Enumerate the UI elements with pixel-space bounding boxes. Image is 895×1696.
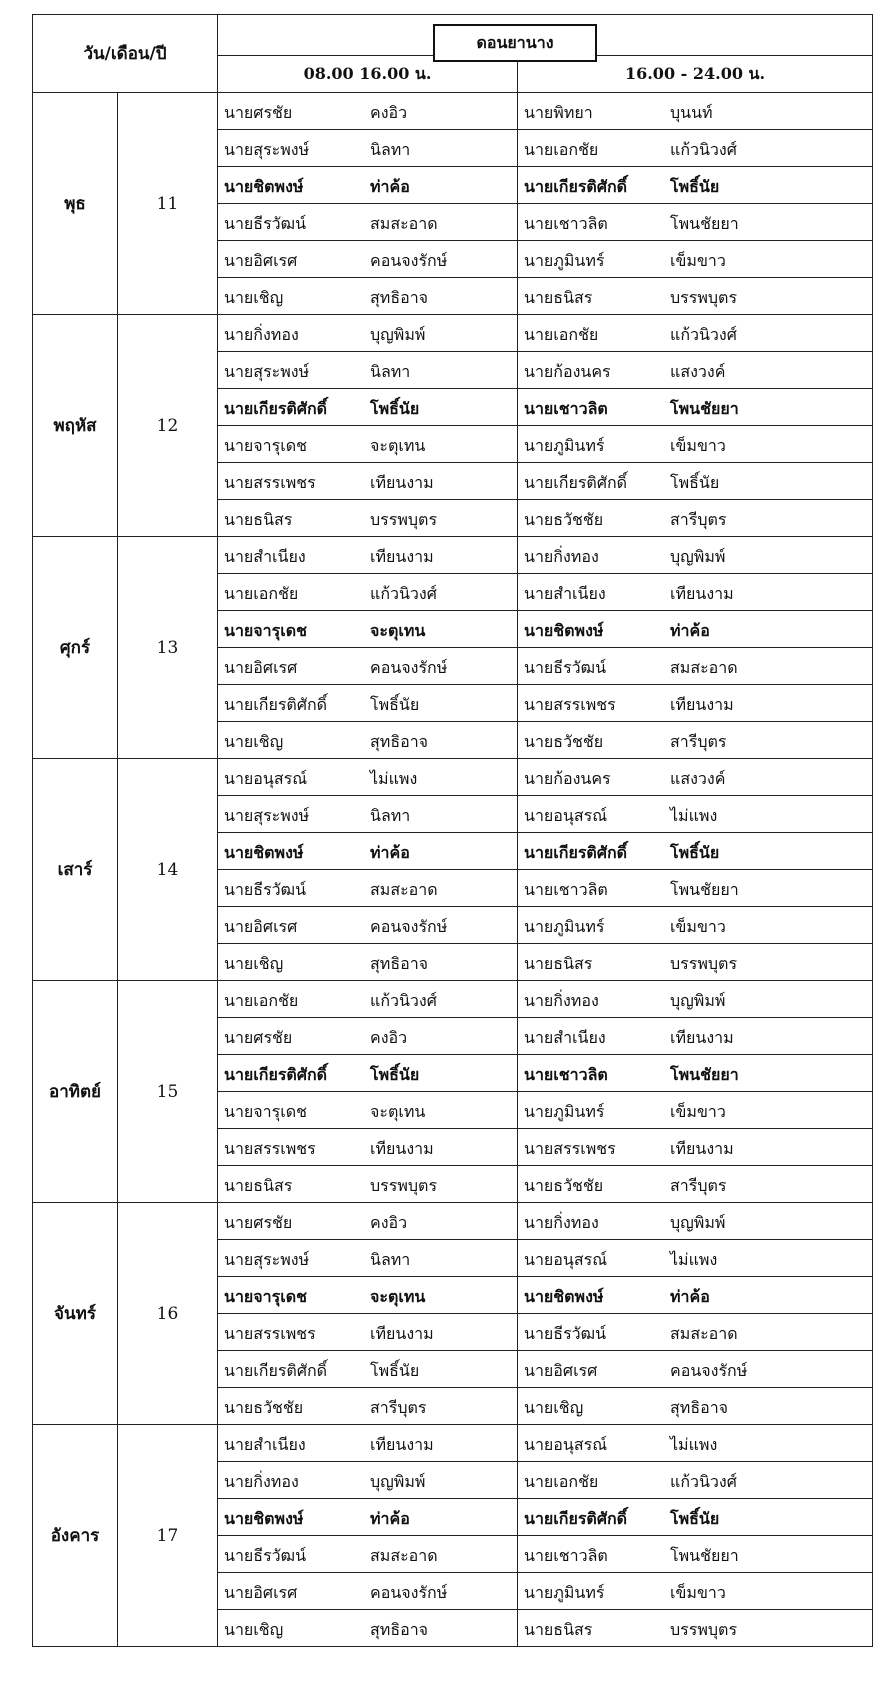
first-name: นายธีรวัฒน์ (224, 214, 307, 233)
first-name: นายเกียรติศักดิ์ (524, 177, 628, 196)
date-number-cell: 16 (118, 1203, 218, 1425)
morning-shift-name-cell (218, 1314, 518, 1351)
first-name: นายธวัชชัย (524, 510, 604, 529)
last-name: นิลทา (370, 140, 411, 159)
first-name: นายธีรวัฒน์ (524, 1324, 607, 1343)
last-name: ท่าค้อ (670, 621, 710, 640)
last-name: สมสะอาด (370, 1546, 438, 1565)
last-name: เทียนงาม (370, 547, 434, 566)
date-number-cell: 14 (118, 759, 218, 981)
first-name: นายสรรเพชร (224, 473, 316, 492)
first-name: นายจารุเดช (224, 1287, 307, 1306)
last-name: นิลทา (370, 806, 411, 825)
last-name: บุนนท์ (670, 103, 713, 122)
first-name: นายเอกชัย (524, 140, 599, 159)
first-name: นายธนิสร (224, 1176, 293, 1195)
table-row (33, 759, 873, 796)
evening-shift-name-cell (518, 759, 873, 796)
first-name: นายสำเนียง (524, 1028, 606, 1047)
first-name: นายธีรวัฒน์ (224, 880, 307, 899)
table-row (33, 537, 873, 574)
last-name: ท่าค้อ (670, 1287, 710, 1306)
last-name: สุทธิอาจ (370, 732, 429, 751)
morning-shift-name-cell (218, 833, 518, 870)
evening-shift-name-cell (518, 1462, 873, 1499)
last-name: สุทธิอาจ (370, 1620, 429, 1639)
morning-shift-name-cell (218, 1573, 518, 1610)
last-name: คงอิว (370, 1213, 408, 1232)
first-name: นายเอกชัย (224, 584, 299, 603)
last-name: สารีบุตร (370, 1398, 427, 1417)
first-name: นายสำเนียง (224, 1435, 306, 1454)
evening-shift-name-cell (518, 537, 873, 574)
first-name: นายอนุสรณ์ (224, 769, 308, 788)
last-name: คงอิว (370, 103, 408, 122)
evening-shift-name-cell (518, 796, 873, 833)
last-name: บุญพิมพ์ (370, 1472, 426, 1491)
last-name: เทียนงาม (370, 1324, 434, 1343)
morning-shift-name-cell (218, 500, 518, 537)
last-name: เทียนงาม (670, 1139, 734, 1158)
morning-shift-name-cell (218, 241, 518, 278)
first-name: นายสุระพงษ์ (224, 806, 310, 825)
evening-shift-name-cell (518, 1314, 873, 1351)
first-name: นายชิตพงษ์ (224, 843, 304, 862)
morning-shift-name-cell (218, 907, 518, 944)
last-name: เข็มขาว (670, 1583, 726, 1602)
morning-shift-name-cell (218, 1610, 518, 1647)
morning-shift-name-cell (218, 759, 518, 796)
first-name: นายเชาวลิต (524, 1546, 608, 1565)
first-name: นายศรชัย (224, 103, 293, 122)
last-name: ไม่แพง (670, 1435, 718, 1454)
first-name: นายสุระพงษ์ (224, 362, 310, 381)
morning-shift-name-cell (218, 1351, 518, 1388)
morning-shift-name-cell (218, 167, 518, 204)
day-name-cell: จันทร์ (33, 1203, 118, 1425)
last-name: จะตุเทน (370, 1102, 426, 1121)
first-name: นายศรชัย (224, 1213, 293, 1232)
first-name: นายก้องนคร (524, 362, 611, 381)
evening-shift-header: 16.00 - 24.00 น. (518, 56, 873, 93)
last-name: บรรพบุตร (670, 954, 738, 973)
first-name: นายธีรวัฒน์ (524, 658, 607, 677)
last-name: บุญพิมพ์ (370, 325, 426, 344)
morning-shift-name-cell (218, 722, 518, 759)
last-name: บรรพบุตร (670, 288, 738, 307)
first-name: นายสำเนียง (524, 584, 606, 603)
last-name: สุทธิอาจ (370, 288, 429, 307)
first-name: นายก้องนคร (524, 769, 611, 788)
table-row (33, 93, 873, 130)
day-name-cell: พฤหัส (33, 315, 118, 537)
morning-shift-name-cell (218, 1425, 518, 1462)
evening-shift-name-cell (518, 1351, 873, 1388)
last-name: เข็มขาว (670, 436, 726, 455)
morning-shift-name-cell (218, 870, 518, 907)
first-name: นายอิศเรศ (224, 1583, 298, 1602)
morning-shift-name-cell (218, 463, 518, 500)
last-name: สารีบุตร (670, 1176, 727, 1195)
evening-shift-name-cell (518, 93, 873, 130)
last-name: นิลทา (370, 1250, 411, 1269)
evening-shift-name-cell (518, 722, 873, 759)
first-name: นายอิศเรศ (224, 658, 298, 677)
evening-shift-name-cell (518, 204, 873, 241)
last-name: คอนจงรักษ์ (370, 1583, 448, 1602)
last-name: โพนชัยยา (670, 214, 739, 233)
first-name: นายเอกชัย (224, 991, 299, 1010)
first-name: นายภูมินทร์ (524, 436, 605, 455)
first-name: นายอิศเรศ (224, 917, 298, 936)
evening-shift-name-cell (518, 1203, 873, 1240)
first-name: นายเชิญ (524, 1398, 584, 1417)
last-name: สมสะอาด (670, 1324, 738, 1343)
last-name: แก้วนิวงศ์ (670, 140, 737, 159)
evening-shift-name-cell (518, 352, 873, 389)
evening-shift-name-cell (518, 500, 873, 537)
first-name: นายภูมินทร์ (524, 1583, 605, 1602)
first-name: นายภูมินทร์ (524, 1102, 605, 1121)
morning-shift-name-cell (218, 537, 518, 574)
first-name: นายสุระพงษ์ (224, 1250, 310, 1269)
last-name: โพธิ์นัย (670, 843, 720, 862)
date-number-cell: 12 (118, 315, 218, 537)
morning-shift-name-cell (218, 1388, 518, 1425)
first-name: นายภูมินทร์ (524, 917, 605, 936)
first-name: นายเอกชัย (524, 325, 599, 344)
first-name: นายธนิสร (524, 954, 593, 973)
schedule-body (33, 15, 873, 1647)
first-name: นายอิศเรศ (224, 251, 298, 270)
date-number-cell: 15 (118, 981, 218, 1203)
last-name: โพธิ์นัย (370, 399, 420, 418)
duty-schedule-table (32, 14, 873, 1647)
evening-shift-name-cell (518, 1166, 873, 1203)
first-name: นายกิ่งทอง (224, 1472, 299, 1491)
evening-shift-name-cell (518, 1388, 873, 1425)
first-name: นายสรรเพชร (224, 1139, 316, 1158)
last-name: บรรพบุตร (370, 510, 438, 529)
morning-shift-name-cell (218, 1240, 518, 1277)
evening-shift-name-cell (518, 981, 873, 1018)
evening-shift-name-cell (518, 1018, 873, 1055)
evening-shift-name-cell (518, 241, 873, 278)
last-name: สุทธิอาจ (670, 1398, 729, 1417)
last-name: โพนชัยยา (670, 1065, 739, 1084)
morning-shift-name-cell (218, 426, 518, 463)
last-name: โพนชัยยา (670, 880, 739, 899)
last-name: ท่าค้อ (370, 177, 410, 196)
table-row (33, 1425, 873, 1462)
evening-shift-name-cell (518, 907, 873, 944)
evening-shift-name-cell (518, 278, 873, 315)
date-number-cell: 11 (118, 93, 218, 315)
date-number-cell: 13 (118, 537, 218, 759)
last-name: แก้วนิวงศ์ (370, 584, 437, 603)
first-name: นายชิตพงษ์ (224, 1509, 304, 1528)
last-name: โพธิ์นัย (370, 1065, 420, 1084)
location-header-cell (218, 15, 873, 56)
first-name: นายอนุสรณ์ (524, 1250, 608, 1269)
last-name: คงอิว (370, 1028, 408, 1047)
morning-shift-name-cell (218, 204, 518, 241)
first-name: นายเอกชัย (524, 1472, 599, 1491)
evening-shift-name-cell (518, 426, 873, 463)
evening-shift-name-cell (518, 167, 873, 204)
evening-shift-name-cell (518, 1499, 873, 1536)
first-name: นายเกียรติศักดิ์ (224, 399, 328, 418)
evening-shift-name-cell (518, 1610, 873, 1647)
first-name: นายธวัชชัย (524, 732, 604, 751)
first-name: นายชิตพงษ์ (524, 1287, 604, 1306)
last-name: แสงวงค์ (670, 769, 726, 788)
table-row (33, 981, 873, 1018)
last-name: เข็มขาว (670, 917, 726, 936)
last-name: คอนจงรักษ์ (670, 1361, 748, 1380)
day-name-cell: อาทิตย์ (33, 981, 118, 1203)
first-name: นายชิตพงษ์ (524, 621, 604, 640)
last-name: เทียนงาม (370, 1435, 434, 1454)
last-name: จะตุเทน (370, 1287, 426, 1306)
evening-shift-name-cell (518, 1092, 873, 1129)
last-name: แก้วนิวงศ์ (670, 325, 737, 344)
last-name: เทียนงาม (670, 584, 734, 603)
last-name: บรรพบุตร (370, 1176, 438, 1195)
first-name: นายสุระพงษ์ (224, 140, 310, 159)
morning-shift-name-cell (218, 574, 518, 611)
evening-shift-name-cell (518, 315, 873, 352)
last-name: สมสะอาด (370, 880, 438, 899)
last-name: สมสะอาด (370, 214, 438, 233)
first-name: นายจารุเดช (224, 1102, 307, 1121)
first-name: นายธีรวัฒน์ (224, 1546, 307, 1565)
morning-shift-name-cell (218, 981, 518, 1018)
first-name: นายเชาวลิต (524, 1065, 608, 1084)
first-name: นายศรชัย (224, 1028, 293, 1047)
morning-shift-name-cell (218, 1499, 518, 1536)
first-name: นายเกียรติศักดิ์ (224, 695, 328, 714)
last-name: โพธิ์นัย (670, 177, 720, 196)
day-name-cell: อังคาร (33, 1425, 118, 1647)
morning-shift-header: 08.00 16.00 น. (218, 56, 518, 93)
last-name: ไม่แพง (670, 1250, 718, 1269)
evening-shift-name-cell (518, 611, 873, 648)
last-name: เทียนงาม (370, 473, 434, 492)
first-name: นายพิทยา (524, 103, 593, 122)
first-name: นายเกียรติศักดิ์ (224, 1361, 328, 1380)
evening-shift-name-cell (518, 833, 873, 870)
morning-shift-name-cell (218, 944, 518, 981)
last-name: บรรพบุตร (670, 1620, 738, 1639)
last-name: โพนชัยยา (670, 1546, 739, 1565)
last-name: เข็มขาว (670, 251, 726, 270)
last-name: เทียนงาม (670, 695, 734, 714)
morning-shift-name-cell (218, 1462, 518, 1499)
first-name: นายอิศเรศ (524, 1361, 598, 1380)
last-name: โพธิ์นัย (670, 473, 720, 492)
first-name: นายเชิญ (224, 1620, 284, 1639)
date-column-header: วัน/เดือน/ปี (33, 15, 218, 93)
first-name: นายสำเนียง (224, 547, 306, 566)
morning-shift-name-cell (218, 352, 518, 389)
last-name: สุทธิอาจ (370, 954, 429, 973)
first-name: นายธนิสร (524, 1620, 593, 1639)
last-name: ท่าค้อ (370, 1509, 410, 1528)
last-name: บุญพิมพ์ (670, 991, 726, 1010)
last-name: จะตุเทน (370, 436, 426, 455)
last-name: คอนจงรักษ์ (370, 658, 448, 677)
first-name: นายเกียรติศักดิ์ (524, 843, 628, 862)
last-name: โพธิ์นัย (370, 1361, 420, 1380)
morning-shift-name-cell (218, 278, 518, 315)
last-name: ไม่แพง (670, 806, 718, 825)
first-name: นายเกียรติศักดิ์ (524, 1509, 628, 1528)
table-row (33, 315, 873, 352)
first-name: นายสรรเพชร (224, 1324, 316, 1343)
evening-shift-name-cell (518, 1129, 873, 1166)
evening-shift-name-cell (518, 648, 873, 685)
evening-shift-name-cell (518, 944, 873, 981)
evening-shift-name-cell (518, 130, 873, 167)
last-name: ท่าค้อ (370, 843, 410, 862)
first-name: นายเชาวลิต (524, 399, 608, 418)
evening-shift-name-cell (518, 1536, 873, 1573)
evening-shift-name-cell (518, 1573, 873, 1610)
morning-shift-name-cell (218, 1129, 518, 1166)
first-name: นายสรรเพชร (524, 1139, 616, 1158)
evening-shift-name-cell (518, 574, 873, 611)
first-name: นายเชิญ (224, 954, 284, 973)
morning-shift-name-cell (218, 315, 518, 352)
last-name: ไม่แพง (370, 769, 418, 788)
evening-shift-name-cell (518, 1425, 873, 1462)
evening-shift-name-cell (518, 870, 873, 907)
evening-shift-name-cell (518, 685, 873, 722)
morning-shift-name-cell (218, 796, 518, 833)
first-name: นายกิ่งทอง (524, 547, 599, 566)
last-name: เทียนงาม (670, 1028, 734, 1047)
morning-shift-name-cell (218, 1536, 518, 1573)
date-number-cell: 17 (118, 1425, 218, 1647)
first-name: นายจารุเดช (224, 436, 307, 455)
last-name: โพธิ์นัย (670, 1509, 720, 1528)
first-name: นายกิ่งทอง (524, 1213, 599, 1232)
last-name: โพธิ์นัย (370, 695, 420, 714)
last-name: เข็มขาว (670, 1102, 726, 1121)
morning-shift-name-cell (218, 611, 518, 648)
last-name: สมสะอาด (670, 658, 738, 677)
last-name: แสงวงค์ (670, 362, 726, 381)
morning-shift-name-cell (218, 648, 518, 685)
morning-shift-name-cell (218, 130, 518, 167)
first-name: นายธวัชชัย (524, 1176, 604, 1195)
last-name: สารีบุตร (670, 510, 727, 529)
first-name: นายธนิสร (524, 288, 593, 307)
location-title-box: ดอนยานาง (433, 24, 597, 62)
header-row (33, 15, 873, 56)
first-name: นายเชิญ (224, 288, 284, 307)
morning-shift-name-cell (218, 1092, 518, 1129)
first-name: นายธนิสร (224, 510, 293, 529)
day-name-cell: ศุกร์ (33, 537, 118, 759)
day-name-cell: เสาร์ (33, 759, 118, 981)
morning-shift-name-cell (218, 93, 518, 130)
first-name: นายกิ่งทอง (524, 991, 599, 1010)
first-name: นายจารุเดช (224, 621, 307, 640)
first-name: นายเกียรติศักดิ์ (224, 1065, 328, 1084)
last-name: คอนจงรักษ์ (370, 251, 448, 270)
morning-shift-name-cell (218, 685, 518, 722)
morning-shift-name-cell (218, 1203, 518, 1240)
first-name: นายกิ่งทอง (224, 325, 299, 344)
last-name: บุญพิมพ์ (670, 1213, 726, 1232)
evening-shift-name-cell (518, 463, 873, 500)
evening-shift-name-cell (518, 389, 873, 426)
last-name: นิลทา (370, 362, 411, 381)
last-name: แก้วนิวงศ์ (370, 991, 437, 1010)
last-name: แก้วนิวงศ์ (670, 1472, 737, 1491)
last-name: สารีบุตร (670, 732, 727, 751)
morning-shift-name-cell (218, 1166, 518, 1203)
evening-shift-name-cell (518, 1240, 873, 1277)
first-name: นายเชิญ (224, 732, 284, 751)
first-name: นายเชาวลิต (524, 214, 608, 233)
last-name: เทียนงาม (370, 1139, 434, 1158)
first-name: นายอนุสรณ์ (524, 806, 608, 825)
first-name: นายเชาวลิต (524, 880, 608, 899)
first-name: นายเกียรติศักดิ์ (524, 473, 628, 492)
last-name: จะตุเทน (370, 621, 426, 640)
morning-shift-name-cell (218, 1055, 518, 1092)
first-name: นายอนุสรณ์ (524, 1435, 608, 1454)
morning-shift-name-cell (218, 389, 518, 426)
day-name-cell: พุธ (33, 93, 118, 315)
first-name: นายสรรเพชร (524, 695, 616, 714)
last-name: โพนชัยยา (670, 399, 739, 418)
first-name: นายธวัชชัย (224, 1398, 304, 1417)
morning-shift-name-cell (218, 1018, 518, 1055)
last-name: บุญพิมพ์ (670, 547, 726, 566)
first-name: นายชิตพงษ์ (224, 177, 304, 196)
last-name: คอนจงรักษ์ (370, 917, 448, 936)
morning-shift-name-cell (218, 1277, 518, 1314)
first-name: นายภูมินทร์ (524, 251, 605, 270)
table-row (33, 1203, 873, 1240)
evening-shift-name-cell (518, 1055, 873, 1092)
evening-shift-name-cell (518, 1277, 873, 1314)
